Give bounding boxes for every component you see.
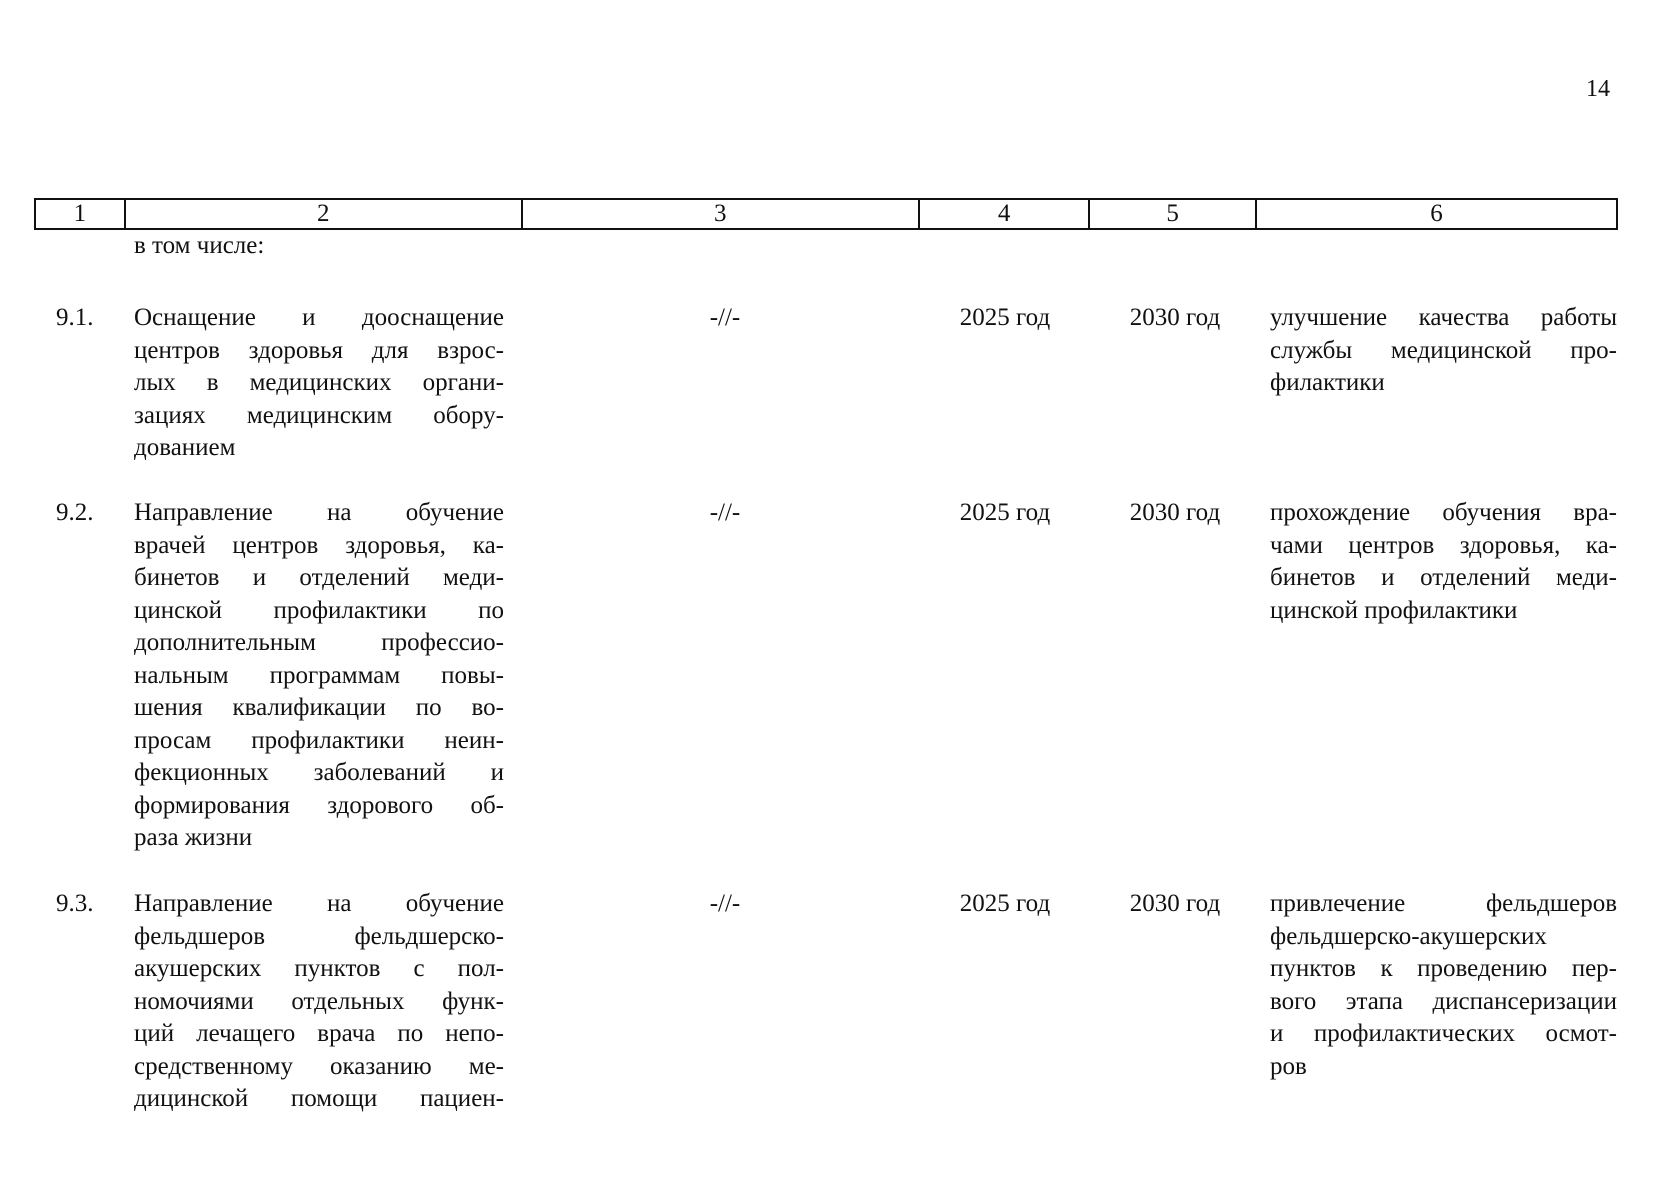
page-number: 14	[1586, 76, 1610, 102]
row-result-line: чами центров здоровья, ка-	[1270, 531, 1617, 559]
row-title	[134, 497, 504, 855]
row-start-year: 2025 год	[959, 890, 1051, 917]
row-result-line: бинетов и отделений меди-	[1270, 564, 1617, 591]
row-result-line: и профилактических осмот-	[1270, 1020, 1617, 1047]
column-header-5: 5	[1090, 200, 1257, 228]
row-title-line: Направление на обучение	[134, 890, 504, 917]
row-title-line: нальным программам повы-	[134, 661, 504, 689]
row-result-line: фельдшерско-акушерских	[1270, 922, 1547, 950]
row-title-line: врачей центров здоровья, ка-	[134, 531, 504, 559]
row-title-line: центров здоровья для взрос-	[134, 336, 504, 364]
row-result-line: прохождение обучения вра-	[1270, 499, 1617, 526]
row-result-line: цинской профилактики	[1270, 596, 1518, 624]
row-title-line: фельдшеров фельдшерско-	[134, 922, 504, 950]
row-title	[134, 302, 504, 465]
row-title-line: Оснащение и дооснащение	[134, 304, 504, 331]
column-header-4: 4	[920, 200, 1091, 228]
row-result-line: пунктов к проведению пер-	[1270, 955, 1617, 982]
row-start-year: 2025 год	[959, 304, 1051, 331]
row-end-year: 2030 год	[1129, 890, 1221, 917]
row-title-line: просам профилактики неин-	[134, 726, 504, 754]
subheading: в том числе:	[134, 232, 265, 259]
row-number: 9.1.	[56, 304, 94, 331]
row-responsible: -//-	[709, 890, 741, 917]
column-header-6: 6	[1430, 200, 1443, 227]
row-end-year: 2030 год	[1129, 499, 1221, 526]
row-result	[1270, 497, 1617, 627]
row-title-line: дованием	[134, 434, 236, 461]
row-result-line: вого этапа диспансеризации	[1270, 987, 1617, 1015]
row-result-line: ров	[1270, 1052, 1307, 1080]
row-title-line: Направление на обучение	[134, 499, 504, 526]
row-title-line: лых в медицинских органи-	[134, 369, 504, 396]
row-number: 9.2.	[56, 499, 94, 526]
row-title	[134, 888, 504, 1116]
column-header-2: 2	[126, 200, 523, 228]
row-title-line: фекционных заболеваний и	[134, 759, 504, 786]
column-header-1: 1	[36, 200, 126, 228]
row-result	[1270, 888, 1617, 1083]
row-title-line: ций лечащего врача по непо-	[134, 1020, 504, 1047]
row-title-line: зациях медицинским обору-	[134, 401, 504, 429]
row-title-line: шения квалификации по во-	[134, 694, 504, 721]
row-result	[1270, 302, 1617, 400]
row-title-line: цинской профилактики по	[134, 596, 504, 624]
row-title-line: номочиями отдельных функ-	[134, 987, 504, 1015]
row-title-line: дополнительным профессио-	[134, 629, 504, 656]
row-result-line: службы медицинской про-	[1270, 336, 1617, 364]
row-title-line: бинетов и отделений меди-	[134, 564, 504, 591]
row-number: 9.3.	[56, 890, 94, 917]
row-responsible: -//-	[709, 499, 741, 526]
row-responsible: -//-	[709, 304, 741, 331]
row-title-line: средственному оказанию ме-	[134, 1052, 504, 1080]
table-header-row	[34, 198, 1618, 230]
row-title-line: дицинской помощи пациен-	[134, 1085, 504, 1112]
row-result-line: улучшение качества работы	[1270, 304, 1617, 331]
row-result-line: привлечение фельдшеров	[1270, 890, 1617, 917]
row-result-line: филактики	[1270, 369, 1385, 396]
row-end-year: 2030 год	[1129, 304, 1221, 331]
row-title-line: раза жизни	[134, 824, 253, 851]
row-title-line: формирования здорового об-	[134, 791, 504, 819]
row-title-line: акушерских пунктов с пол-	[134, 955, 504, 982]
row-start-year: 2025 год	[959, 499, 1051, 526]
column-header-3: 3	[523, 200, 920, 228]
